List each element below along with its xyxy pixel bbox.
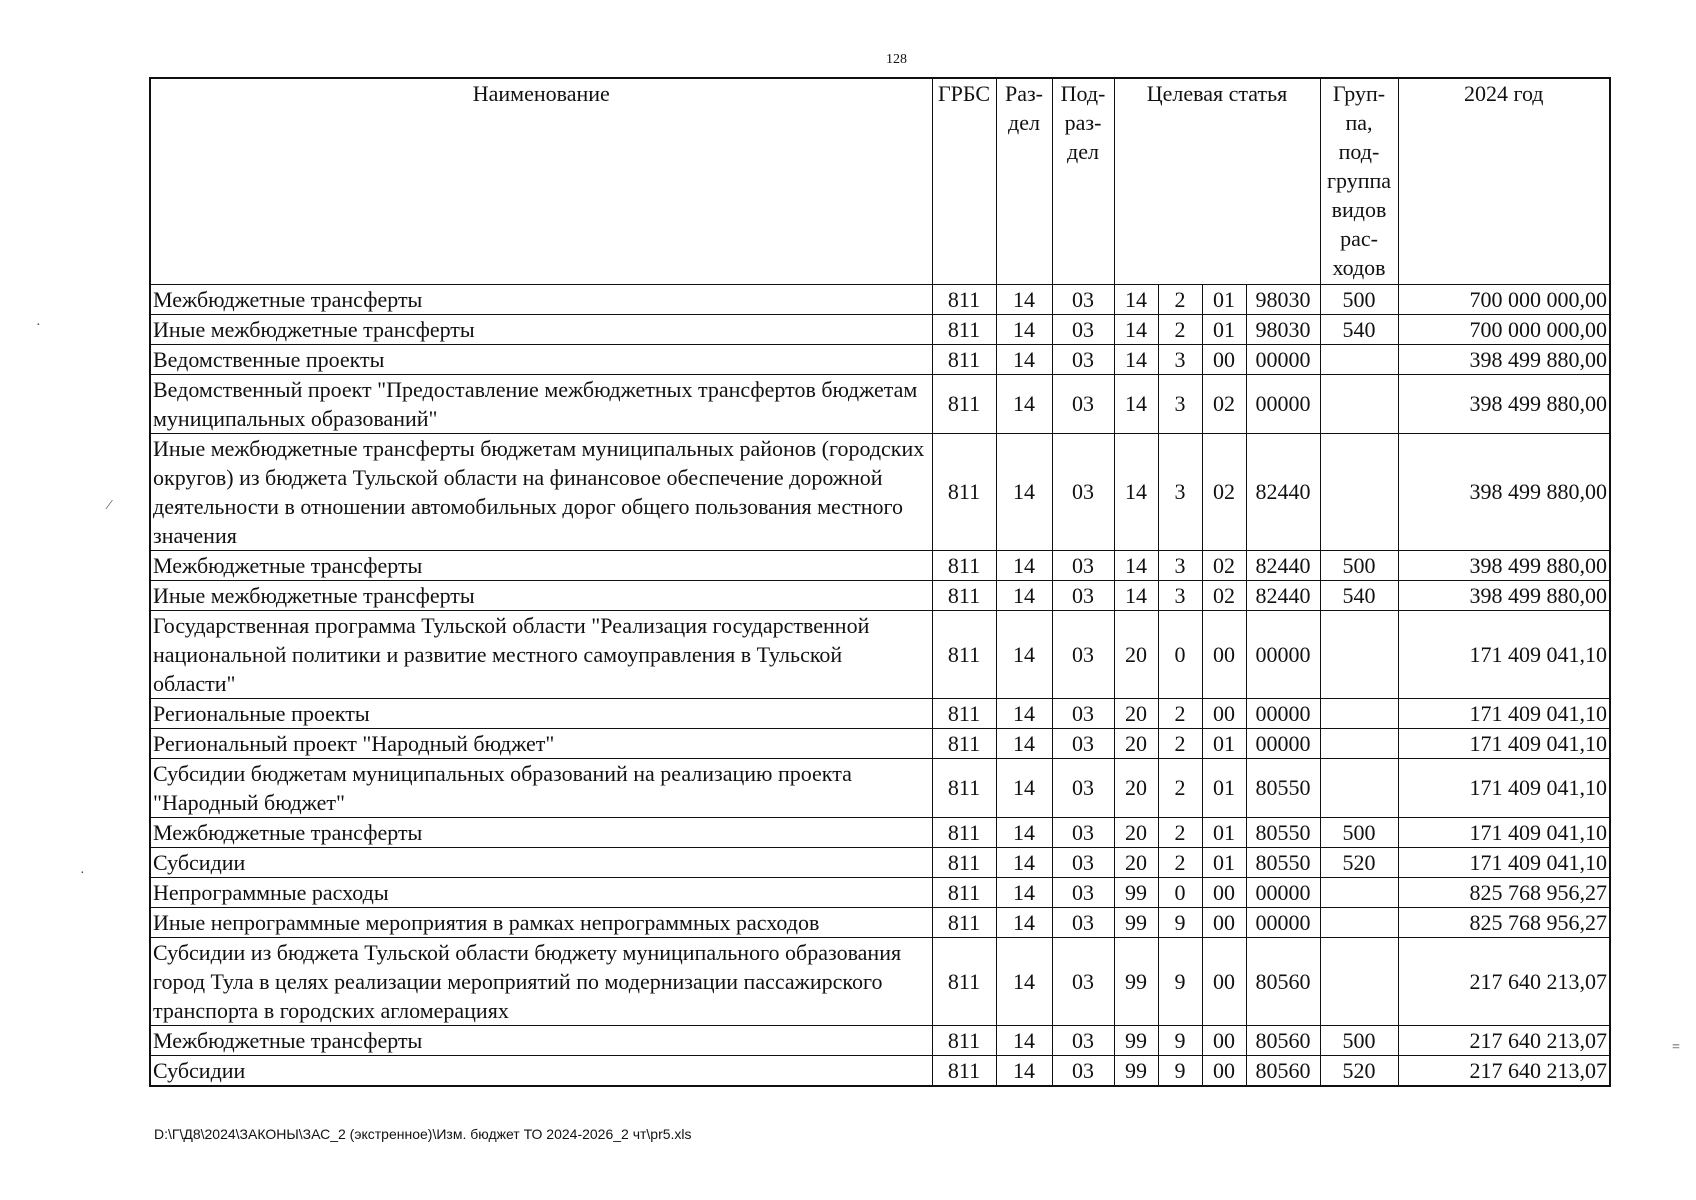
- scan-mark: =: [1672, 1040, 1680, 1055]
- row-name: Ведомственный проект "Предоставление межбюджетных трансфертов бюджетам муниципальных образований": [150, 374, 932, 433]
- row-podrazdel: 03: [1052, 580, 1114, 610]
- row-razdel: 14: [996, 344, 1052, 374]
- header-grbs: ГРБС: [932, 78, 996, 284]
- row-expense-group: [1320, 728, 1398, 758]
- row-target-subprogram: 01: [1202, 847, 1246, 877]
- row-razdel: 14: [996, 698, 1052, 728]
- scan-mark: ·: [80, 866, 85, 881]
- row-target-program: 20: [1114, 610, 1158, 698]
- row-name: Межбюджетные трансферты: [150, 1025, 932, 1055]
- row-razdel: 14: [996, 580, 1052, 610]
- row-target-type: 3: [1158, 374, 1202, 433]
- row-target-type: 0: [1158, 877, 1202, 907]
- row-expense-group: 500: [1320, 284, 1398, 314]
- row-podrazdel: 03: [1052, 610, 1114, 698]
- row-target-direction: 82440: [1246, 580, 1320, 610]
- row-amount: 217 640 213,07: [1398, 937, 1610, 1025]
- row-podrazdel: 03: [1052, 907, 1114, 937]
- table-row: [150, 284, 1610, 314]
- row-target-program: 20: [1114, 758, 1158, 817]
- row-target-direction: 80560: [1246, 1025, 1320, 1055]
- row-target-type: 3: [1158, 550, 1202, 580]
- row-target-direction: 00000: [1246, 374, 1320, 433]
- row-razdel: 14: [996, 1025, 1052, 1055]
- row-name: Региональные проекты: [150, 698, 932, 728]
- row-podrazdel: 03: [1052, 1025, 1114, 1055]
- header-expense-group: Груп- па, под- группа видов рас- ходов: [1320, 78, 1398, 284]
- row-podrazdel: 03: [1052, 1055, 1114, 1086]
- row-grbs: 811: [932, 374, 996, 433]
- row-expense-group: [1320, 433, 1398, 550]
- row-podrazdel: 03: [1052, 550, 1114, 580]
- table-row: [150, 314, 1610, 344]
- row-amount: 171 409 041,10: [1398, 698, 1610, 728]
- row-amount: 700 000 000,00: [1398, 314, 1610, 344]
- row-expense-group: [1320, 374, 1398, 433]
- table-row: [150, 1055, 1610, 1086]
- row-amount: 398 499 880,00: [1398, 374, 1610, 433]
- row-razdel: 14: [996, 284, 1052, 314]
- row-target-type: 3: [1158, 344, 1202, 374]
- row-target-subprogram: 02: [1202, 374, 1246, 433]
- row-target-program: 99: [1114, 907, 1158, 937]
- row-podrazdel: 03: [1052, 728, 1114, 758]
- row-target-direction: 82440: [1246, 550, 1320, 580]
- row-amount: 700 000 000,00: [1398, 284, 1610, 314]
- row-target-program: 14: [1114, 344, 1158, 374]
- row-target-program: 14: [1114, 433, 1158, 550]
- row-target-type: 3: [1158, 580, 1202, 610]
- table-row: [150, 758, 1610, 817]
- row-grbs: 811: [932, 728, 996, 758]
- row-target-subprogram: 02: [1202, 580, 1246, 610]
- row-target-type: 9: [1158, 1025, 1202, 1055]
- row-amount: 398 499 880,00: [1398, 433, 1610, 550]
- row-name: Иные межбюджетные трансферты бюджетам муниципальных районов (городских округов) из бюджета Тульской области на финансовое обеспечение дорожной деятельности в отношении автомобильных дорог общего пользования местного значения: [150, 433, 932, 550]
- row-expense-group: [1320, 610, 1398, 698]
- row-expense-group: 500: [1320, 817, 1398, 847]
- row-target-program: 20: [1114, 698, 1158, 728]
- row-razdel: 14: [996, 550, 1052, 580]
- row-target-subprogram: 00: [1202, 610, 1246, 698]
- row-razdel: 14: [996, 728, 1052, 758]
- row-target-direction: 00000: [1246, 907, 1320, 937]
- row-grbs: 811: [932, 580, 996, 610]
- row-target-subprogram: 01: [1202, 728, 1246, 758]
- row-grbs: 811: [932, 847, 996, 877]
- row-name: Ведомственные проекты: [150, 344, 932, 374]
- table-row: [150, 580, 1610, 610]
- row-razdel: 14: [996, 1055, 1052, 1086]
- row-grbs: 811: [932, 284, 996, 314]
- row-target-type: 0: [1158, 610, 1202, 698]
- row-grbs: 811: [932, 314, 996, 344]
- row-amount: 171 409 041,10: [1398, 758, 1610, 817]
- row-target-program: 14: [1114, 374, 1158, 433]
- table-row: [150, 847, 1610, 877]
- row-target-subprogram: 00: [1202, 877, 1246, 907]
- row-name: Межбюджетные трансферты: [150, 817, 932, 847]
- row-expense-group: 500: [1320, 550, 1398, 580]
- row-target-subprogram: 00: [1202, 1025, 1246, 1055]
- row-grbs: 811: [932, 433, 996, 550]
- row-target-direction: 00000: [1246, 877, 1320, 907]
- row-grbs: 811: [932, 817, 996, 847]
- row-target-direction: 82440: [1246, 433, 1320, 550]
- row-target-direction: 00000: [1246, 610, 1320, 698]
- row-podrazdel: 03: [1052, 374, 1114, 433]
- row-target-direction: 80550: [1246, 847, 1320, 877]
- row-target-direction: 80550: [1246, 758, 1320, 817]
- row-razdel: 14: [996, 847, 1052, 877]
- row-target-type: 3: [1158, 433, 1202, 550]
- row-expense-group: [1320, 877, 1398, 907]
- footer-file-path: D:\Г\Д8\2024\ЗАКОНЫ\ЗАС_2 (экстренное)\Изм. бюджет ТО 2024-2026_2 чт\pr5.xls: [154, 1126, 692, 1142]
- header-razdel: Раз- дел: [996, 78, 1052, 284]
- row-expense-group: 540: [1320, 314, 1398, 344]
- row-target-type: 2: [1158, 817, 1202, 847]
- header-name: Наименование: [150, 78, 932, 284]
- row-amount: 825 768 956,27: [1398, 877, 1610, 907]
- row-name: Иные непрограммные мероприятия в рамках непрограммных расходов: [150, 907, 932, 937]
- row-target-type: 9: [1158, 937, 1202, 1025]
- table-row: [150, 610, 1610, 698]
- row-expense-group: 520: [1320, 847, 1398, 877]
- table-row: [150, 937, 1610, 1025]
- table-row: [150, 1025, 1610, 1055]
- row-razdel: 14: [996, 314, 1052, 344]
- row-target-direction: 00000: [1246, 698, 1320, 728]
- row-razdel: 14: [996, 610, 1052, 698]
- row-target-subprogram: 00: [1202, 698, 1246, 728]
- row-amount: 171 409 041,10: [1398, 817, 1610, 847]
- row-target-type: 9: [1158, 1055, 1202, 1086]
- row-target-direction: 98030: [1246, 314, 1320, 344]
- row-expense-group: [1320, 907, 1398, 937]
- row-target-program: 99: [1114, 877, 1158, 907]
- row-target-direction: 80550: [1246, 817, 1320, 847]
- row-target-program: 99: [1114, 937, 1158, 1025]
- header-year-2024: 2024 год: [1398, 78, 1610, 284]
- row-grbs: 811: [932, 550, 996, 580]
- scan-mark: ⁄: [108, 498, 111, 513]
- row-name: Государственная программа Тульской области "Реализация государственной национальной политики и развитие местного самоуправления в Тульской области": [150, 610, 932, 698]
- row-target-type: 9: [1158, 907, 1202, 937]
- row-target-direction: 00000: [1246, 728, 1320, 758]
- row-razdel: 14: [996, 374, 1052, 433]
- row-name: Региональный проект "Народный бюджет": [150, 728, 932, 758]
- row-target-subprogram: 00: [1202, 907, 1246, 937]
- row-name: Межбюджетные трансферты: [150, 284, 932, 314]
- row-podrazdel: 03: [1052, 698, 1114, 728]
- row-razdel: 14: [996, 758, 1052, 817]
- row-razdel: 14: [996, 877, 1052, 907]
- row-target-direction: 00000: [1246, 344, 1320, 374]
- row-razdel: 14: [996, 907, 1052, 937]
- row-expense-group: 540: [1320, 580, 1398, 610]
- row-amount: 171 409 041,10: [1398, 847, 1610, 877]
- row-expense-group: [1320, 758, 1398, 817]
- row-target-program: 14: [1114, 550, 1158, 580]
- row-target-program: 20: [1114, 728, 1158, 758]
- row-grbs: 811: [932, 344, 996, 374]
- row-name: Непрограммные расходы: [150, 877, 932, 907]
- row-grbs: 811: [932, 1025, 996, 1055]
- row-target-program: 14: [1114, 284, 1158, 314]
- table-row: [150, 374, 1610, 433]
- row-amount: 217 640 213,07: [1398, 1025, 1610, 1055]
- row-amount: 398 499 880,00: [1398, 344, 1610, 374]
- table-row: [150, 877, 1610, 907]
- row-expense-group: 520: [1320, 1055, 1398, 1086]
- row-target-subprogram: 02: [1202, 433, 1246, 550]
- row-name: Субсидии: [150, 1055, 932, 1086]
- row-target-type: 2: [1158, 847, 1202, 877]
- table-row: [150, 550, 1610, 580]
- row-target-program: 20: [1114, 817, 1158, 847]
- row-target-subprogram: 01: [1202, 758, 1246, 817]
- scan-mark: ·: [36, 318, 41, 333]
- row-razdel: 14: [996, 433, 1052, 550]
- row-target-subprogram: 00: [1202, 344, 1246, 374]
- row-podrazdel: 03: [1052, 847, 1114, 877]
- row-razdel: 14: [996, 817, 1052, 847]
- row-amount: 171 409 041,10: [1398, 728, 1610, 758]
- row-expense-group: [1320, 937, 1398, 1025]
- row-name: Иные межбюджетные трансферты: [150, 580, 932, 610]
- row-name: Межбюджетные трансферты: [150, 550, 932, 580]
- row-amount: 825 768 956,27: [1398, 907, 1610, 937]
- row-amount: 398 499 880,00: [1398, 550, 1610, 580]
- row-name: Субсидии: [150, 847, 932, 877]
- row-amount: 398 499 880,00: [1398, 580, 1610, 610]
- row-target-type: 2: [1158, 314, 1202, 344]
- row-target-direction: 80560: [1246, 1055, 1320, 1086]
- row-target-type: 2: [1158, 758, 1202, 817]
- row-target-subprogram: 01: [1202, 314, 1246, 344]
- row-podrazdel: 03: [1052, 758, 1114, 817]
- row-target-program: 99: [1114, 1055, 1158, 1086]
- header-podrazdel: Под- раз- дел: [1052, 78, 1114, 284]
- row-target-type: 2: [1158, 728, 1202, 758]
- row-podrazdel: 03: [1052, 344, 1114, 374]
- row-grbs: 811: [932, 698, 996, 728]
- row-name: Иные межбюджетные трансферты: [150, 314, 932, 344]
- row-razdel: 14: [996, 937, 1052, 1025]
- row-target-program: 14: [1114, 580, 1158, 610]
- table-row: [150, 817, 1610, 847]
- row-name: Субсидии из бюджета Тульской области бюджету муниципального образования город Тула в целях реализации мероприятий по модернизации пассажирского транспорта в городских агломерациях: [150, 937, 932, 1025]
- row-target-program: 20: [1114, 847, 1158, 877]
- row-expense-group: [1320, 344, 1398, 374]
- table-row: [150, 433, 1610, 550]
- budget-table: [149, 77, 1611, 1087]
- row-grbs: 811: [932, 937, 996, 1025]
- row-podrazdel: 03: [1052, 284, 1114, 314]
- row-expense-group: 500: [1320, 1025, 1398, 1055]
- row-target-subprogram: 02: [1202, 550, 1246, 580]
- row-grbs: 811: [932, 610, 996, 698]
- page-number: 128: [886, 52, 907, 67]
- table-row: [150, 907, 1610, 937]
- row-target-program: 14: [1114, 314, 1158, 344]
- row-target-direction: 80560: [1246, 937, 1320, 1025]
- row-target-subprogram: 01: [1202, 817, 1246, 847]
- table-row: [150, 728, 1610, 758]
- row-podrazdel: 03: [1052, 817, 1114, 847]
- row-podrazdel: 03: [1052, 877, 1114, 907]
- table-header-row: [150, 78, 1610, 284]
- header-target-article: Целевая статья: [1114, 78, 1320, 284]
- row-amount: 217 640 213,07: [1398, 1055, 1610, 1086]
- table-row: [150, 698, 1610, 728]
- row-grbs: 811: [932, 1055, 996, 1086]
- row-target-type: 2: [1158, 284, 1202, 314]
- row-name: Субсидии бюджетам муниципальных образований на реализацию проекта "Народный бюджет": [150, 758, 932, 817]
- row-grbs: 811: [932, 758, 996, 817]
- table-row: [150, 344, 1610, 374]
- row-target-subprogram: 00: [1202, 937, 1246, 1025]
- row-podrazdel: 03: [1052, 433, 1114, 550]
- row-expense-group: [1320, 698, 1398, 728]
- row-target-direction: 98030: [1246, 284, 1320, 314]
- row-grbs: 811: [932, 877, 996, 907]
- row-podrazdel: 03: [1052, 314, 1114, 344]
- row-amount: 171 409 041,10: [1398, 610, 1610, 698]
- row-podrazdel: 03: [1052, 937, 1114, 1025]
- row-target-subprogram: 00: [1202, 1055, 1246, 1086]
- row-target-subprogram: 01: [1202, 284, 1246, 314]
- row-target-program: 99: [1114, 1025, 1158, 1055]
- row-grbs: 811: [932, 907, 996, 937]
- row-target-type: 2: [1158, 698, 1202, 728]
